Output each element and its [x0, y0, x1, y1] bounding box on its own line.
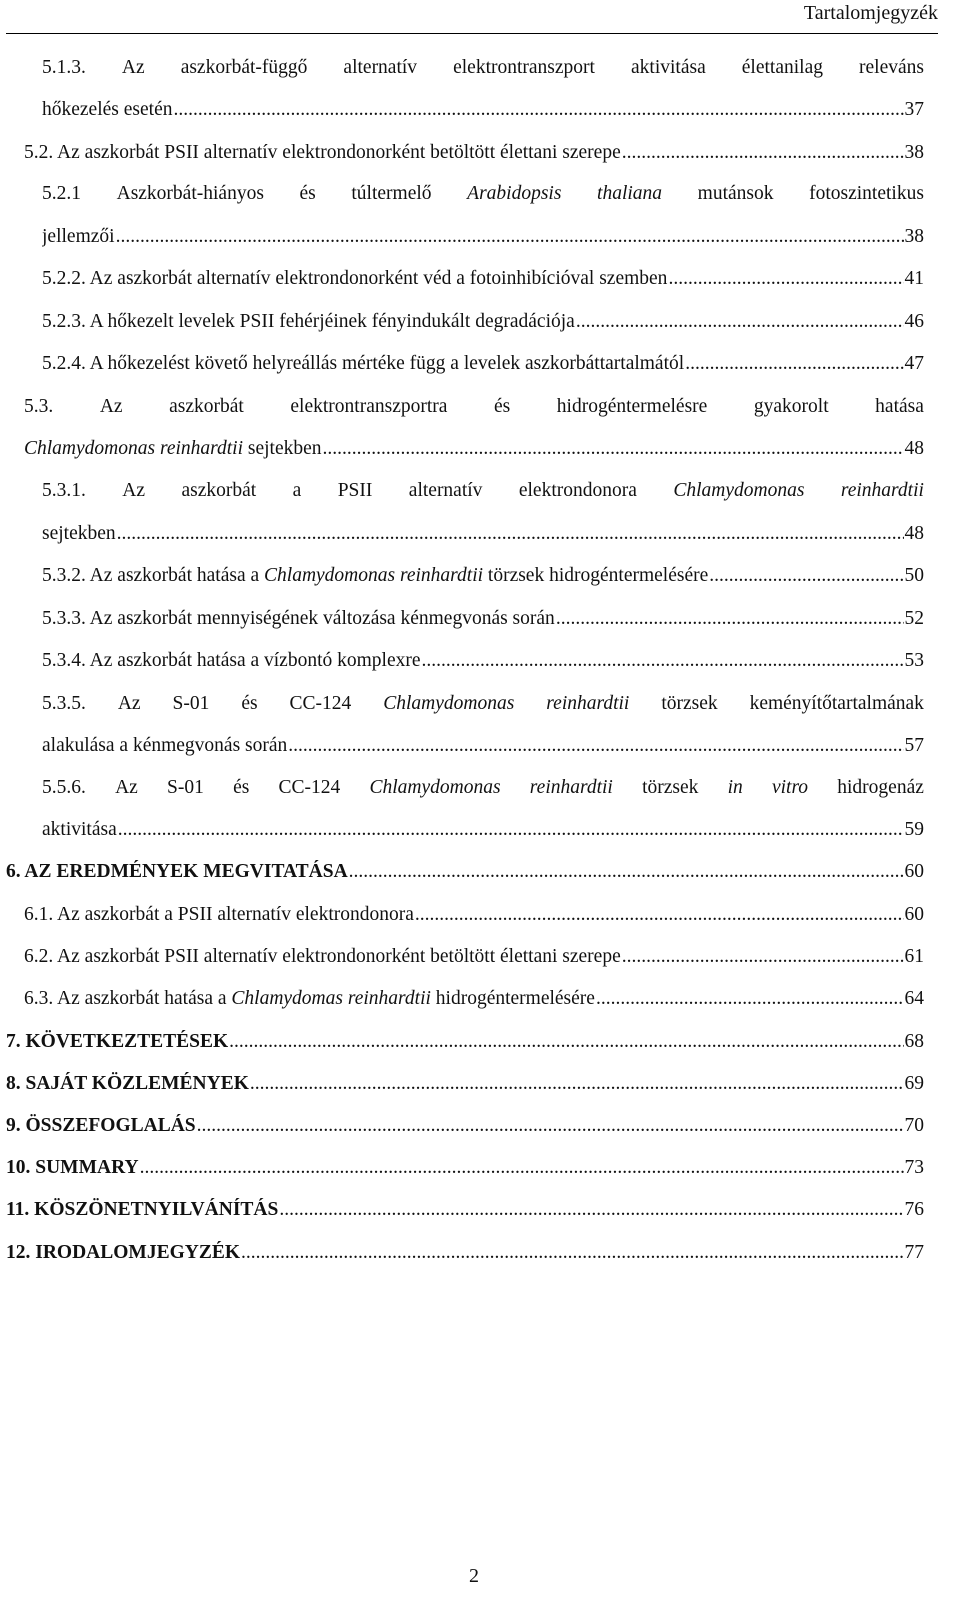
toc-entry-10[interactable]: 10. SUMMARY ..... 73 [6, 1156, 924, 1180]
leader-dots [668, 267, 903, 291]
leader-dots [622, 945, 904, 969]
page-number: 69 [904, 1073, 924, 1094]
page-number: 50 [904, 565, 924, 586]
leader-dots [173, 98, 903, 122]
toc-entry-5-1-3-line2[interactable]: hőkezelés esetén ..... 37 [42, 98, 924, 122]
page-number: 60 [904, 904, 924, 925]
leader-dots [709, 564, 903, 588]
leader-dots [685, 352, 903, 376]
page-number: 46 [904, 311, 924, 332]
page-number: 57 [904, 735, 924, 756]
page-number: 60 [904, 861, 924, 882]
leader-dots [197, 1114, 904, 1138]
header-title: Tartalomjegyzék [803, 2, 938, 24]
page-number: 64 [904, 988, 924, 1009]
leader-dots [118, 818, 904, 842]
toc-entry-6-1[interactable]: 6.1. Az aszkorbát a PSII alternatív elektrondonora ..... 60 [24, 903, 924, 927]
leader-dots [349, 860, 904, 884]
toc-entry-5-2-4[interactable]: 5.2.4. A hőkezelést követő helyreállás mértéke függ a levelek aszkorbáttartalmától ..... 47 [42, 352, 924, 376]
toc-entry-5-2-3[interactable]: 5.2.3. A hőkezelt levelek PSII fehérjéinek fényindukált degradációja ..... 46 [42, 310, 924, 334]
toc-entry-5-3-1-line1[interactable]: 5.3.1. Az aszkorbát a PSII alternatív elektrondonora Chlamydomonas reinhardtii [42, 480, 924, 501]
page-number-footer: 2 [469, 1565, 479, 1587]
toc-entry-6-2[interactable]: 6.2. Az aszkorbát PSII alternatív elektrondonorként betöltött élettani szerepe ..... 61 [24, 945, 924, 969]
leader-dots [116, 225, 904, 249]
leader-dots [596, 987, 904, 1011]
leader-dots [556, 607, 904, 631]
page-number: 47 [904, 353, 924, 374]
page-number: 38 [904, 226, 924, 247]
toc-entry-5-2-1-line2[interactable]: jellemzői ..... 38 [42, 225, 924, 249]
toc-entry-5-3-line2[interactable]: Chlamydomonas reinhardtii sejtekben ..... 48 [24, 437, 924, 461]
toc-entry-6[interactable]: 6. AZ EREDMÉNYEK MEGVITATÁSA ..... 60 [6, 860, 924, 884]
page-number: 48 [904, 438, 924, 459]
toc-entry-5-3-line1[interactable]: 5.3. Az aszkorbát elektrontranszportra és hidrogéntermelésre gyakorolt hatása [24, 396, 924, 417]
leader-dots [250, 1072, 904, 1096]
leader-dots [576, 310, 904, 334]
leader-dots [422, 649, 904, 673]
toc-entry-5-2-1-line1[interactable]: 5.2.1 Aszkorbát-hiányos és túltermelő Arabidopsis thaliana mutánsok fotoszintetikus [42, 183, 924, 204]
page-number: 52 [904, 608, 924, 629]
toc-entry-5-1-3-line1[interactable]: 5.1.3. Az aszkorbát-függő alternatív elektrontranszport aktivitása élettanilag releváns [42, 57, 924, 78]
leader-dots [229, 1030, 903, 1054]
toc-entry-5-3-1-line2[interactable]: sejtekben ..... 48 [42, 522, 924, 546]
leader-dots [288, 734, 903, 758]
leader-dots [241, 1241, 903, 1265]
toc-entry-7[interactable]: 7. KÖVETKEZTETÉSEK ..... 68 [6, 1030, 924, 1054]
toc-entry-9[interactable]: 9. ÖSSZEFOGLALÁS ..... 70 [6, 1114, 924, 1138]
toc-entry-5-3-2[interactable]: 5.3.2. Az aszkorbát hatása a Chlamydomonas reinhardtii törzsek hidrogéntermelésére ..... 50 [42, 564, 924, 588]
page-number: 38 [904, 142, 924, 163]
leader-dots [117, 522, 904, 546]
toc-entry-11[interactable]: 11. KÖSZÖNETNYILVÁNÍTÁS ..... 76 [6, 1198, 924, 1222]
page-number: 70 [904, 1115, 924, 1136]
leader-dots [622, 141, 904, 165]
toc-entry-8[interactable]: 8. SAJÁT KÖZLEMÉNYEK ..... 69 [6, 1072, 924, 1096]
toc-entry-5-5-6-line1[interactable]: 5.5.6. Az S-01 és CC-124 Chlamydomonas reinhardtii törzsek in vitro hidrogenáz [42, 777, 924, 798]
page-number: 77 [904, 1242, 924, 1263]
page-number: 53 [904, 650, 924, 671]
leader-dots [279, 1198, 903, 1222]
toc-entry-5-2-2[interactable]: 5.2.2. Az aszkorbát alternatív elektrondonorként véd a fotoinhibícióval szemben ..... 41 [42, 267, 924, 291]
leader-dots [140, 1156, 904, 1180]
page-number: 37 [904, 99, 924, 120]
page-number: 76 [904, 1199, 924, 1220]
toc-entry-5-3-5-line1[interactable]: 5.3.5. Az S-01 és CC-124 Chlamydomonas reinhardtii törzsek keményítőtartalmának [42, 693, 924, 714]
toc-entry-5-5-6-line2[interactable]: aktivitása ..... 59 [42, 818, 924, 842]
toc-entry-12[interactable]: 12. IRODALOMJEGYZÉK ..... 77 [6, 1241, 924, 1265]
page-number: 48 [904, 523, 924, 544]
toc-entry-5-3-5-line2[interactable]: alakulása a kénmegvonás során ..... 57 [42, 734, 924, 758]
leader-dots [415, 903, 904, 927]
toc-entry-5-2[interactable]: 5.2. Az aszkorbát PSII alternatív elektrondonorként betöltött élettani szerepe ..... 38 [24, 141, 924, 165]
page-number: 61 [904, 946, 924, 967]
toc-entry-6-3[interactable]: 6.3. Az aszkorbát hatása a Chlamydomas reinhardtii hidrogéntermelésére ..... 64 [24, 987, 924, 1011]
page-number: 59 [904, 819, 924, 840]
page-number: 41 [904, 268, 924, 289]
leader-dots [323, 437, 904, 461]
toc-entry-5-3-3[interactable]: 5.3.3. Az aszkorbát mennyiségének változása kénmegvonás során ..... 52 [42, 607, 924, 631]
page-number: 68 [904, 1031, 924, 1052]
toc-entry-5-3-4[interactable]: 5.3.4. Az aszkorbát hatása a vízbontó komplexre ..... 53 [42, 649, 924, 673]
page-number: 73 [904, 1157, 924, 1178]
